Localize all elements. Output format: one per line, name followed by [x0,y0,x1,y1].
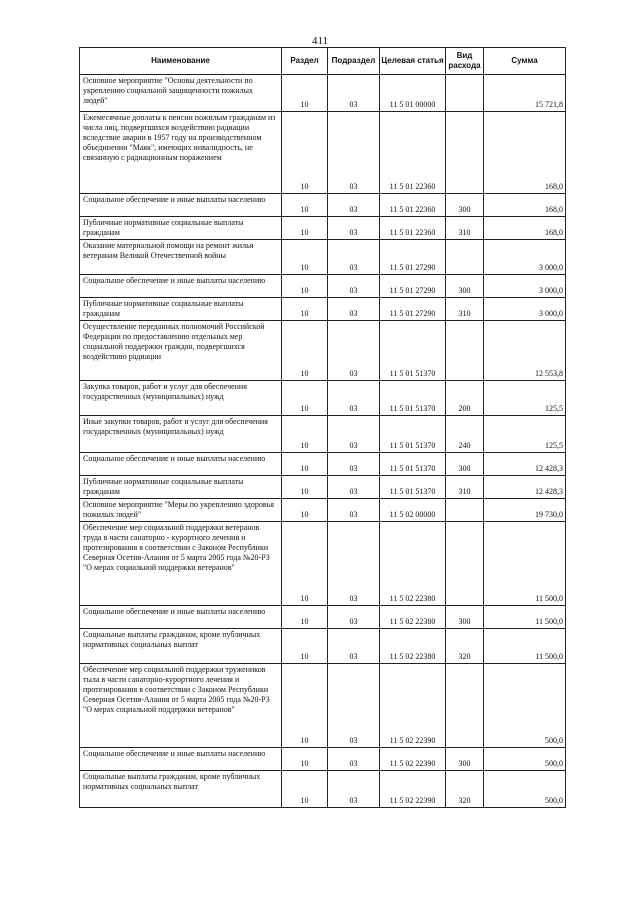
row-amount-cell: 125,5 [484,416,566,453]
row-section-cell: 10 [282,476,328,499]
table-row [80,217,566,240]
row-expense-type-cell: 200 [446,381,484,416]
table-row [80,499,566,522]
budget-table [79,47,566,808]
row-amount-cell: 500,0 [484,664,566,748]
row-expense-type-cell: 300 [446,748,484,771]
row-expense-type-cell: 240 [446,416,484,453]
row-name-cell: Иные закупки товаров, работ и услуг для обеспечения государственных (муниципальных) нужд [80,416,282,453]
table-row [80,75,566,112]
row-section-cell: 10 [282,453,328,476]
row-subsection-cell: 03 [328,75,380,112]
row-subsection-cell: 03 [328,194,380,217]
row-expense-type-cell: 300 [446,275,484,298]
table-row [80,381,566,416]
row-expense-type-cell [446,522,484,606]
row-section-cell: 10 [282,112,328,194]
row-target-cell: 11 5 02 22390 [380,748,446,771]
header-section: Раздел [282,48,328,75]
row-subsection-cell: 03 [328,217,380,240]
row-name-cell: Социальное обеспечение и иные выплаты населению [80,748,282,771]
table-row [80,476,566,499]
row-subsection-cell: 03 [328,476,380,499]
row-target-cell: 11 5 01 00000 [380,75,446,112]
row-target-cell: 11 5 01 22360 [380,194,446,217]
row-expense-type-cell: 300 [446,194,484,217]
row-subsection-cell: 03 [328,771,380,808]
table-row [80,275,566,298]
row-name-cell: Закупка товаров, работ и услуг для обеспечения государственных (муниципальных) нужд [80,381,282,416]
row-section-cell: 10 [282,416,328,453]
row-target-cell: 11 5 02 22380 [380,522,446,606]
table-row [80,453,566,476]
row-amount-cell: 500,0 [484,748,566,771]
header-subsection: Подраздел [328,48,380,75]
row-target-cell: 11 5 02 22380 [380,629,446,664]
row-target-cell: 11 5 01 22360 [380,217,446,240]
row-expense-type-cell [446,75,484,112]
row-subsection-cell: 03 [328,240,380,275]
row-name-cell: Оказание материальной помощи на ремонт жилья ветеранам Великой Отечественной войны [80,240,282,275]
row-subsection-cell: 03 [328,275,380,298]
table-row [80,321,566,381]
row-name-cell: Социальное обеспечение и иные выплаты населению [80,453,282,476]
row-subsection-cell: 03 [328,499,380,522]
row-target-cell: 11 5 02 00000 [380,499,446,522]
row-expense-type-cell [446,240,484,275]
row-name-cell: Социальные выплаты гражданам, кроме публичных нормативных социальных выплат [80,771,282,808]
table-header-row [80,48,566,75]
table-row [80,194,566,217]
row-name-cell: Основное мероприятие "Меры по укреплению здоровья пожилых людей" [80,499,282,522]
row-subsection-cell: 03 [328,629,380,664]
row-name-cell: Социальное обеспечение и иные выплаты населению [80,606,282,629]
row-target-cell: 11 5 02 22380 [380,606,446,629]
row-amount-cell: 125,5 [484,381,566,416]
row-section-cell: 10 [282,748,328,771]
row-target-cell: 11 5 01 51370 [380,453,446,476]
row-section-cell: 10 [282,381,328,416]
row-name-cell: Публичные нормативные социальные выплаты гражданам [80,476,282,499]
row-target-cell: 11 5 01 51370 [380,416,446,453]
row-name-cell: Социальное обеспечение и иные выплаты населению [80,275,282,298]
row-expense-type-cell: 320 [446,629,484,664]
row-name-cell: Обеспечение мер социальной поддержки тружеников тыла в части санаторно-курортного лечения и протезирования в соответствии с Законом Республики Северная Осетия-Алания от 5 марта 2005 года №20-РЗ "О мерах социальной поддержки ветеранов" [80,664,282,748]
row-section-cell: 10 [282,499,328,522]
row-target-cell: 11 5 01 27290 [380,275,446,298]
row-name-cell: Основное мероприятие "Основы деятельности по укреплению социальной защищенности пожилых людей" [80,75,282,112]
row-name-cell: Осуществление переданных полномочий Российской Федерации по предоставлению отдельных мер социальной поддержки граждан, подвергшихся воздействию радиации [80,321,282,381]
row-section-cell: 10 [282,275,328,298]
row-target-cell: 11 5 01 27290 [380,240,446,275]
row-amount-cell: 15 721,8 [484,75,566,112]
table-row [80,748,566,771]
row-section-cell: 10 [282,321,328,381]
table-row [80,522,566,606]
row-section-cell: 10 [282,240,328,275]
header-name: Наименование [80,48,282,75]
row-name-cell: Социальное обеспечение и иные выплаты населению [80,194,282,217]
row-target-cell: 11 5 01 22360 [380,112,446,194]
row-subsection-cell: 03 [328,453,380,476]
row-section-cell: 10 [282,194,328,217]
row-section-cell: 10 [282,217,328,240]
table-body [80,75,566,808]
row-amount-cell: 11 500,0 [484,606,566,629]
row-subsection-cell: 03 [328,321,380,381]
row-expense-type-cell: 320 [446,771,484,808]
row-expense-type-cell [446,499,484,522]
row-amount-cell: 11 500,0 [484,629,566,664]
row-amount-cell: 12 428,3 [484,453,566,476]
table-row [80,240,566,275]
row-name-cell: Обеспечение мер социальной поддержки ветеранов труда в части санаторно - курортного лечения и протезирования в соответствии с Законом Республики Северная Осетия-Алания от 5 марта 2005 года №20-РЗ "О мерах социальной поддержки ветеранов" [80,522,282,606]
row-target-cell: 11 5 02 22390 [380,771,446,808]
row-amount-cell: 3 000,0 [484,298,566,321]
row-amount-cell: 168,0 [484,194,566,217]
row-subsection-cell: 03 [328,522,380,606]
table-row [80,298,566,321]
row-section-cell: 10 [282,629,328,664]
row-amount-cell: 168,0 [484,112,566,194]
row-subsection-cell: 03 [328,664,380,748]
header-amount: Сумма [484,48,566,75]
row-amount-cell: 500,0 [484,771,566,808]
row-target-cell: 11 5 01 51370 [380,476,446,499]
row-subsection-cell: 03 [328,298,380,321]
row-section-cell: 10 [282,75,328,112]
row-amount-cell: 168,0 [484,217,566,240]
table-row [80,629,566,664]
row-subsection-cell: 03 [328,381,380,416]
row-expense-type-cell [446,112,484,194]
row-section-cell: 10 [282,298,328,321]
header-target: Целевая статья [380,48,446,75]
table-row [80,771,566,808]
row-section-cell: 10 [282,606,328,629]
row-subsection-cell: 03 [328,416,380,453]
row-subsection-cell: 03 [328,112,380,194]
row-expense-type-cell: 300 [446,453,484,476]
row-amount-cell: 12 428,3 [484,476,566,499]
table-row [80,606,566,629]
row-expense-type-cell [446,664,484,748]
row-section-cell: 10 [282,771,328,808]
row-section-cell: 10 [282,522,328,606]
header-expense-type: Вид расхода [446,48,484,75]
page-number: 411 [311,35,329,47]
table-row [80,416,566,453]
table-row [80,112,566,194]
row-amount-cell: 3 000,0 [484,275,566,298]
row-target-cell: 11 5 01 51370 [380,321,446,381]
row-name-cell: Публичные нормативные социальные выплаты гражданам [80,298,282,321]
row-amount-cell: 3 000,0 [484,240,566,275]
row-expense-type-cell: 310 [446,476,484,499]
row-name-cell: Ежемесячные доплаты к пенсии пожилым гражданам из числа лиц, подвергшихся воздействию радиации вследствие аварии в 1957 году на производственном объединении "Маяк", имеющих инвалидность, не связанную с радиационным поражением [80,112,282,194]
row-expense-type-cell: 310 [446,217,484,240]
row-name-cell: Социальные выплаты гражданам, кроме публичных нормативных социальных выплат [80,629,282,664]
row-expense-type-cell: 310 [446,298,484,321]
row-expense-type-cell: 300 [446,606,484,629]
row-target-cell: 11 5 01 51370 [380,381,446,416]
row-section-cell: 10 [282,664,328,748]
row-target-cell: 11 5 01 27290 [380,298,446,321]
row-target-cell: 11 5 02 22390 [380,664,446,748]
table-row [80,664,566,748]
row-amount-cell: 19 730,0 [484,499,566,522]
row-amount-cell: 12 553,8 [484,321,566,381]
row-amount-cell: 11 500,0 [484,522,566,606]
row-subsection-cell: 03 [328,606,380,629]
row-expense-type-cell [446,321,484,381]
row-name-cell: Публичные нормативные социальные выплаты гражданам [80,217,282,240]
row-subsection-cell: 03 [328,748,380,771]
